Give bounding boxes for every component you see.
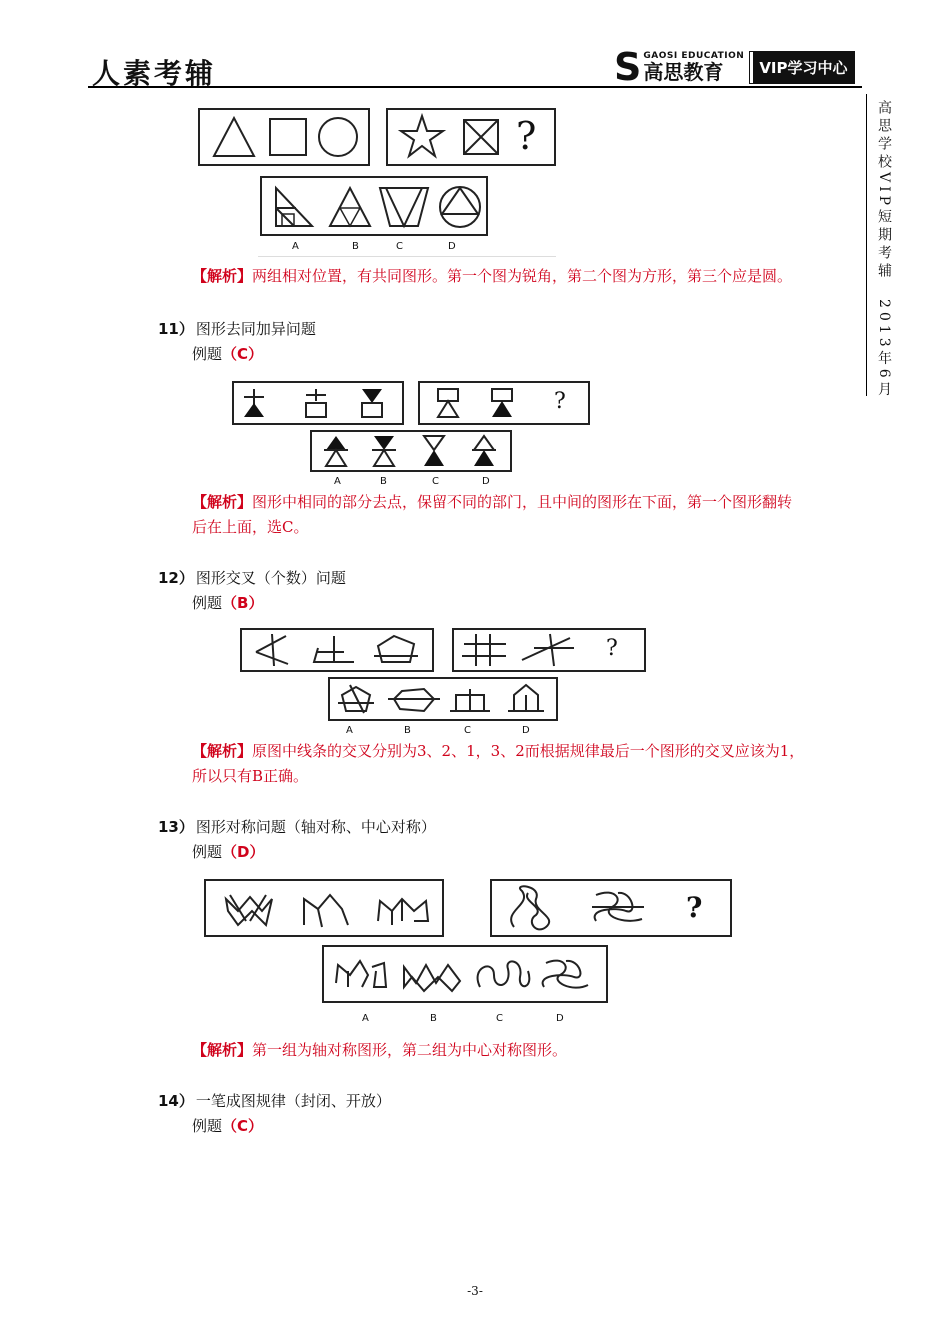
figure10-underline bbox=[258, 256, 556, 257]
logo-vip-badge: VIP学习中心 bbox=[750, 52, 853, 83]
section11-answer: （C） bbox=[222, 345, 264, 363]
section11-analysis: 【解析】图形中相同的部分去点，保留不同的部门，且中间的图形在下面，第一个图形翻转 后在上面，选C。 bbox=[192, 493, 793, 536]
figure13-option-b: B bbox=[430, 1013, 437, 1024]
figure10-options bbox=[260, 176, 488, 236]
figure13-group1 bbox=[204, 879, 444, 937]
section12-answer: （B） bbox=[222, 594, 264, 612]
figure12-question-mark: ? bbox=[606, 636, 618, 661]
section11-number: 11） bbox=[158, 320, 194, 338]
figure11-option-c: C bbox=[432, 476, 439, 487]
section14-answer: （C） bbox=[222, 1117, 264, 1135]
figure11-option-d: D bbox=[482, 476, 490, 487]
figure12-group1 bbox=[240, 628, 434, 672]
logo-chinese: 高思教育 bbox=[643, 60, 724, 84]
figure10-group1 bbox=[198, 108, 370, 166]
figure11-option-a: A bbox=[334, 476, 341, 487]
gaosi-logo bbox=[614, 45, 854, 89]
figure11-option-shapes bbox=[312, 432, 510, 470]
figure13-option-d: D bbox=[556, 1013, 564, 1024]
figure10-option-b: B bbox=[352, 241, 359, 252]
figure13-group2 bbox=[490, 879, 732, 937]
section12-example: 例题（B） bbox=[192, 594, 264, 612]
figure13-group1-shapes bbox=[206, 881, 442, 935]
figure12-group1-shapes bbox=[242, 630, 432, 670]
figure11-group1-shapes bbox=[234, 383, 402, 423]
section12-number: 12） bbox=[158, 569, 194, 587]
figure13-option-shapes bbox=[324, 947, 606, 1001]
figure12-options bbox=[328, 677, 558, 721]
section14-number: 14） bbox=[158, 1092, 194, 1110]
figure11-question-mark: ? bbox=[554, 389, 566, 414]
section14-title: 14） 一笔成图规律（封闭、开放） bbox=[158, 1092, 391, 1110]
header-title: 人素考辅 bbox=[92, 57, 217, 90]
figure13-question-mark: ? bbox=[686, 891, 703, 924]
figure12-option-b: B bbox=[404, 725, 411, 736]
analysis-text: 两组相对位置，有共同图形。第一个图为锐角，第二个图为方形，第三个应是圆。 bbox=[252, 267, 793, 285]
section13-answer: （D） bbox=[222, 843, 265, 861]
side-divider bbox=[866, 94, 867, 396]
figure10-option-a: A bbox=[292, 241, 299, 252]
page-number: -3- bbox=[467, 1284, 483, 1298]
figure12-option-shapes bbox=[330, 679, 556, 719]
logo-english: GAOSI EDUCATION bbox=[643, 51, 745, 61]
figure10-option-shapes bbox=[262, 178, 486, 234]
section14-example: 例题（C） bbox=[192, 1117, 264, 1135]
section13-analysis: 【解析】第一组为轴对称图形，第二组为中心对称图形。 bbox=[192, 1041, 568, 1059]
figure13-option-c: C bbox=[496, 1013, 503, 1024]
figure10-option-d: D bbox=[448, 241, 456, 252]
figure13-option-a: A bbox=[362, 1013, 369, 1024]
section12-title: 12） 图形交叉（个数）问题 bbox=[158, 569, 346, 587]
figure11-group1 bbox=[232, 381, 404, 425]
figure12-option-c: C bbox=[464, 725, 471, 736]
figure10-option-c: C bbox=[396, 241, 403, 252]
figure10-analysis bbox=[192, 264, 872, 289]
figure12-option-a: A bbox=[346, 725, 353, 736]
figure10-group2 bbox=[386, 108, 556, 166]
analysis-tag: 【解析】 bbox=[192, 267, 253, 285]
figure13-options bbox=[322, 945, 608, 1003]
section11-title: 11） 图形去同加异问题 bbox=[158, 320, 316, 338]
header-divider bbox=[88, 86, 862, 88]
figure11-group2 bbox=[418, 381, 590, 425]
figure11-options bbox=[310, 430, 512, 472]
figure11-option-b: B bbox=[380, 476, 387, 487]
side-caption: 高思学校VIP短期考辅 2013年6月 bbox=[876, 100, 892, 400]
figure10-question-mark: ? bbox=[516, 114, 537, 158]
section13-number: 13） bbox=[158, 818, 194, 836]
figure12-option-d: D bbox=[522, 725, 530, 736]
logo-letter: S bbox=[614, 45, 642, 89]
section13-title: 13） 图形对称问题（轴对称、中心对称） bbox=[158, 818, 436, 836]
figure10-group1-shapes bbox=[200, 110, 368, 164]
section12-analysis: 【解析】原图中线条的交叉分别为3、2、1，3、2而根据规律最后一个图形的交叉应该为1， 所以只有B正确。 bbox=[192, 742, 805, 785]
section13-example: 例题（D） bbox=[192, 843, 265, 861]
figure12-group2 bbox=[452, 628, 646, 672]
section11-example: 例题（C） bbox=[192, 345, 264, 363]
